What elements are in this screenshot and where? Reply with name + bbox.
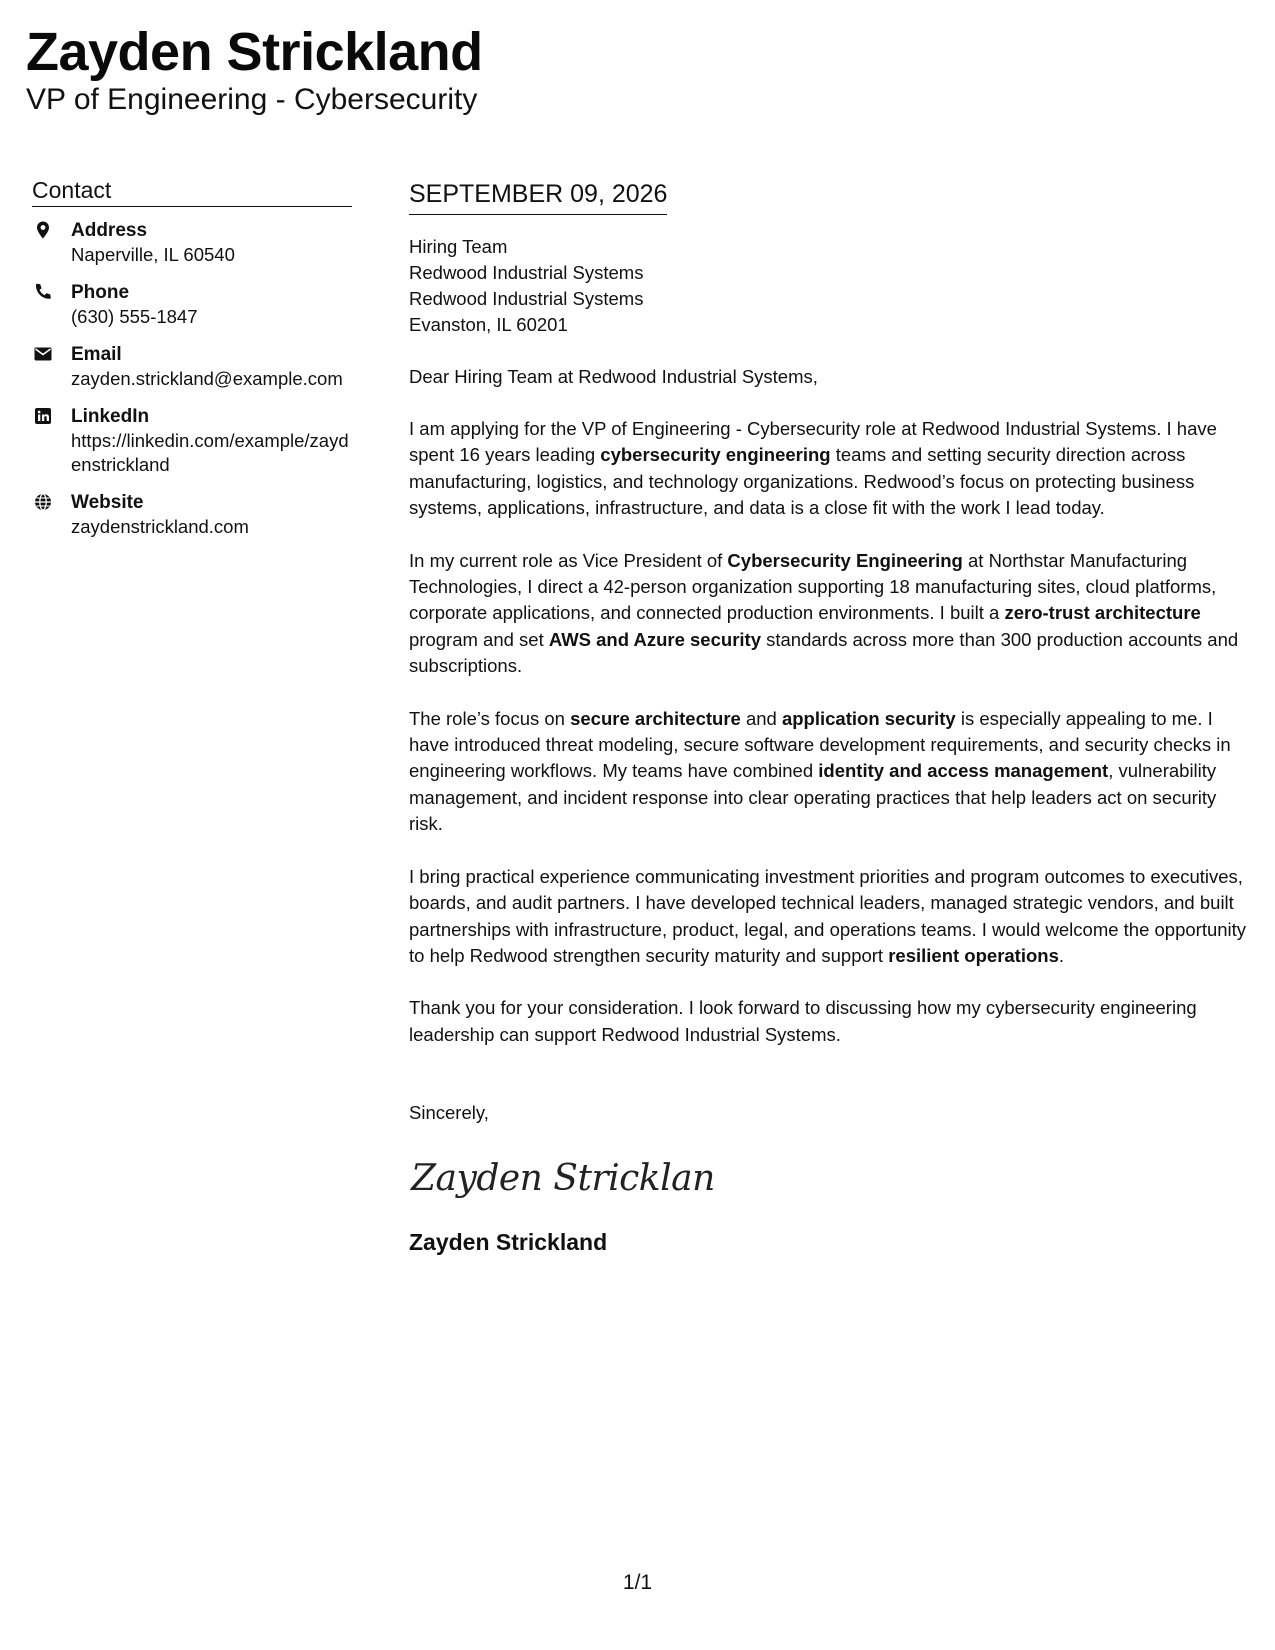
paragraph-text: The role’s focus on	[409, 707, 571, 729]
emphasis-text: secure architecture	[570, 707, 741, 729]
paragraph-text: Thank you for your consideration. I look forward to discussing how my cybersecurity engineering leadership can support Redwood Industrial Systems.	[409, 997, 1197, 1045]
recipient-line: Redwood Industrial Systems	[409, 288, 644, 309]
letter-date: SEPTEMBER 09, 2026	[409, 178, 667, 215]
contact-label: Email	[71, 344, 122, 365]
contact-item-linkedin	[32, 405, 352, 477]
globe-icon	[33, 492, 53, 512]
contact-label: LinkedIn	[71, 406, 150, 427]
email-value[interactable]: zayden.strickland@example.com	[71, 368, 343, 389]
contact-item-email	[32, 343, 352, 391]
paragraph-text: , vulnerability management, and incident response into clear operating practices that help leaders act on security risk.	[409, 760, 1217, 835]
paragraph-text: program and set	[409, 628, 549, 650]
website-value[interactable]: zaydenstrickland.com	[71, 516, 249, 537]
body-paragraph	[409, 864, 1255, 970]
contact-heading: Contact	[32, 176, 352, 207]
map-pin-icon	[33, 220, 53, 240]
linkedin-icon	[33, 406, 53, 426]
signed-name: Zayden Strickland	[409, 1229, 608, 1256]
emphasis-text: application security	[781, 707, 956, 729]
contact-item-website	[32, 491, 352, 539]
phone-value: (630) 555-1847	[71, 306, 198, 327]
contact-label: Phone	[71, 282, 130, 303]
paragraph-text: standards across more than 300 production accounts and subscriptions.	[409, 628, 1239, 677]
envelope-icon	[33, 344, 53, 364]
paragraph-text: teams and setting security direction across manufacturing, logistics, and technology organizations. Redwood’s focus on protecting business systems, applications, infrastructure, and data is a close fit with the work I lead today.	[409, 444, 1195, 519]
phone-icon	[33, 282, 53, 302]
applicant-name: Zayden Strickland	[26, 22, 483, 82]
paragraph-text: I bring practical experience communicating investment priorities and program outcomes to executives, boards, and audit partners. I have developed technical leaders, managed strategic vendors, and built partnerships with infrastructure, product, legal, and operations teams. I would welcome the opportunity to help Redwood strengthen security maturity and support	[409, 865, 1247, 966]
letter-body	[409, 416, 1255, 1048]
linkedin-value[interactable]: https://linkedin.com/example/zaydenstrickland	[71, 430, 349, 475]
cover-letter	[409, 178, 1255, 1256]
greeting: Dear Hiring Team at Redwood Industrial Systems,	[409, 366, 818, 387]
contact-label: Website	[71, 492, 144, 513]
emphasis-text: cybersecurity engineering	[600, 444, 831, 466]
signature-text: Zayden Stricklan	[411, 1158, 715, 1200]
emphasis-text: Cybersecurity Engineering	[727, 549, 963, 571]
emphasis-text: identity and access management	[818, 760, 1109, 782]
paragraph-text: I am applying for the VP of Engineering - Cybersecurity role at Redwood Industrial Systems. I have spent 16 years leading	[409, 418, 1217, 466]
contact-item-address	[32, 219, 352, 267]
body-paragraph	[409, 995, 1255, 1048]
resume-header	[26, 22, 483, 118]
contact-sidebar	[32, 176, 352, 553]
emphasis-text: zero-trust architecture	[1004, 602, 1201, 624]
recipient-block	[409, 234, 1255, 338]
emphasis-text: resilient operations	[888, 944, 1059, 966]
paragraph-text: at Northstar Manufacturing Technologies, I direct a 42-person organization supporting 18 manufacturing sites, cloud platforms, corporate applications, and connected production environments. I built a	[409, 549, 1217, 624]
paragraph-text: is especially appealing to me. I have introduced threat modeling, secure software development requirements, and security checks in engineering workflows. My teams have combined	[409, 707, 1231, 782]
contact-item-phone	[32, 281, 352, 329]
page-number: 1/1	[622, 1571, 653, 1594]
body-paragraph	[409, 548, 1255, 680]
recipient-line: Evanston, IL 60201	[409, 314, 568, 335]
emphasis-text: AWS and Azure security	[548, 628, 761, 650]
paragraph-text: and	[740, 707, 782, 729]
contact-label: Address	[71, 220, 148, 241]
recipient-line: Hiring Team	[409, 236, 508, 257]
paragraph-text: In my current role as Vice President of	[409, 549, 728, 571]
paragraph-text: .	[1058, 944, 1065, 966]
signature	[409, 1148, 715, 1208]
applicant-title: VP of Engineering - Cybersecurity	[26, 83, 478, 116]
body-paragraph	[409, 416, 1255, 522]
closing: Sincerely,	[409, 1102, 489, 1124]
body-paragraph	[409, 706, 1255, 838]
address-value: Naperville, IL 60540	[71, 244, 235, 265]
recipient-line: Redwood Industrial Systems	[409, 262, 644, 283]
